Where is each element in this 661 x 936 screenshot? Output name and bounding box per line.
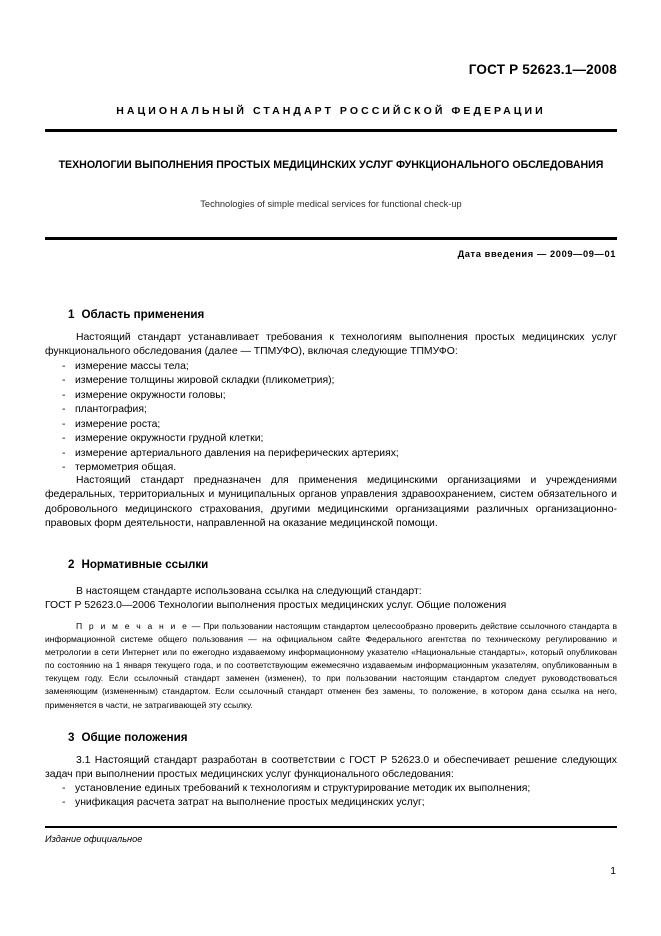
bullet-dash-icon: -	[62, 418, 66, 430]
bullet-dash-icon: -	[62, 389, 66, 401]
bullet-dash-icon: -	[62, 462, 66, 474]
list-item-label: унификация расчета затрат на выполнение простых медицинских услуг;	[75, 797, 425, 809]
list-item-label: измерение окружности грудной клетки;	[75, 433, 264, 445]
section-1-paragraph-1: Настоящий стандарт устанавливает требования к технологиям выполнения простых медицинских услуг функционального обследования (далее — ТПМУФО), включая следующие ТПМУФО:	[45, 332, 617, 358]
section-2-paragraph-1: В настоящем стандарте использована ссылка на следующий стандарт:	[76, 586, 422, 597]
list-item	[45, 360, 617, 374]
footer-rule	[45, 826, 617, 828]
list-item	[45, 782, 617, 796]
section-heading-2	[68, 558, 208, 571]
document-title: ТЕХНОЛОГИИ ВЫПОЛНЕНИЯ ПРОСТЫХ МЕДИЦИНСКИХ УСЛУГ ФУНКЦИОНАЛЬНОГО ОБСЛЕДОВАНИЯ	[58, 159, 604, 171]
section-heading-3	[68, 731, 188, 744]
list-item-label: плантография;	[75, 404, 147, 416]
section-number-3: 3	[68, 731, 75, 744]
section-number-1: 1	[68, 308, 75, 321]
services-list	[45, 360, 617, 476]
title-rule-bottom	[45, 237, 617, 240]
section-title-2: Нормативные ссылки	[81, 558, 209, 571]
section-title-1: Область применения	[81, 308, 205, 321]
list-item	[45, 447, 617, 461]
section-2-reference: ГОСТ Р 52623.0—2006 Технологии выполнения простых медицинских услуг. Общие положения	[45, 600, 507, 611]
title-rule-top	[45, 129, 617, 132]
bullet-dash-icon: -	[62, 783, 66, 794]
list-item-label: измерение толщины жировой складки (пликометрия);	[75, 375, 335, 387]
edition-note: Издание официальное	[45, 834, 143, 844]
list-item-label: установление единых требований к технологиям и структурирование методик их выполнения;	[75, 783, 531, 794]
section-title-3: Общие положения	[81, 731, 188, 744]
list-item-label: термометрия общая.	[75, 462, 177, 474]
date-of-introduction: Дата введения — 2009—09—01	[457, 249, 616, 259]
list-item	[45, 374, 617, 388]
tasks-list	[45, 782, 617, 811]
section-3-paragraph-1: 3.1 Настоящий стандарт разработан в соответствии с ГОСТ Р 52623.0 и обеспечивает решение следующих задач при выполнении простых медицинских услуг функционального обследования:	[45, 755, 617, 781]
list-item-label: измерение массы тела;	[75, 361, 189, 372]
section-number-2: 2	[68, 558, 75, 571]
list-item-label: измерение артериального давления на периферических артериях;	[75, 447, 399, 459]
section-1-paragraph-2: Настоящий стандарт предназначен для применения медицинскими организациями и учреждениями федеральных, территориальных и муниципальных органов управления здравоохранением, систем обязательного и добровольного медицинского страхования, другими медицинскими организациями различных организационно-правовых форм деятельности, направленной на оказание медицинской помощи.	[45, 475, 617, 530]
list-item	[45, 418, 617, 432]
gost-standard-number: ГОСТ Р 52623.1—2008	[468, 62, 617, 77]
note-text: — При пользовании настоящим стандартом целесообразно проверить действие ссылочного стандарта в информационной системе общего пользования — на официальном сайте Федерального агентства по техническому регулированию и метрологии в сети Интернет или по ежегодно издаваемому информационному указателю «Национальные стандарты», который опубликован по состоянию на 1 января текущего года, и по соответствующим ежемесячно издаваемым информационным указателям, опубликованным в текущем году. Если ссылочный стандарт заменен (изменен), то при пользовании настоящим стандартом следует руководствоваться заменяющим (измененным) стандартом. Если ссылочный стандарт отменен без замены, то положение, в котором дана ссылка на него, применяется в части, не затрагивающей эту ссылку.	[45, 621, 617, 710]
bullet-dash-icon: -	[62, 433, 66, 445]
bullet-dash-icon: -	[62, 797, 66, 809]
list-item-label: измерение окружности головы;	[75, 389, 226, 401]
list-item-label: измерение роста;	[75, 418, 161, 430]
page-number: 1	[610, 866, 616, 877]
list-item	[45, 403, 617, 417]
bullet-dash-icon: -	[62, 361, 66, 372]
list-item	[45, 796, 617, 810]
section-heading-1	[68, 308, 204, 321]
bullet-dash-icon: -	[62, 447, 66, 459]
list-item	[45, 432, 617, 446]
section-2-note	[45, 620, 617, 712]
national-standard-banner: НАЦИОНАЛЬНЫЙ СТАНДАРТ РОССИЙСКОЙ ФЕДЕРАЦИИ	[116, 105, 546, 117]
bullet-dash-icon: -	[62, 404, 66, 416]
document-subtitle-english: Technologies of simple medical services for functional check-up	[200, 199, 462, 209]
bullet-dash-icon: -	[62, 375, 66, 387]
note-label: П р и м е ч а н и е	[76, 621, 189, 631]
list-item	[45, 389, 617, 403]
